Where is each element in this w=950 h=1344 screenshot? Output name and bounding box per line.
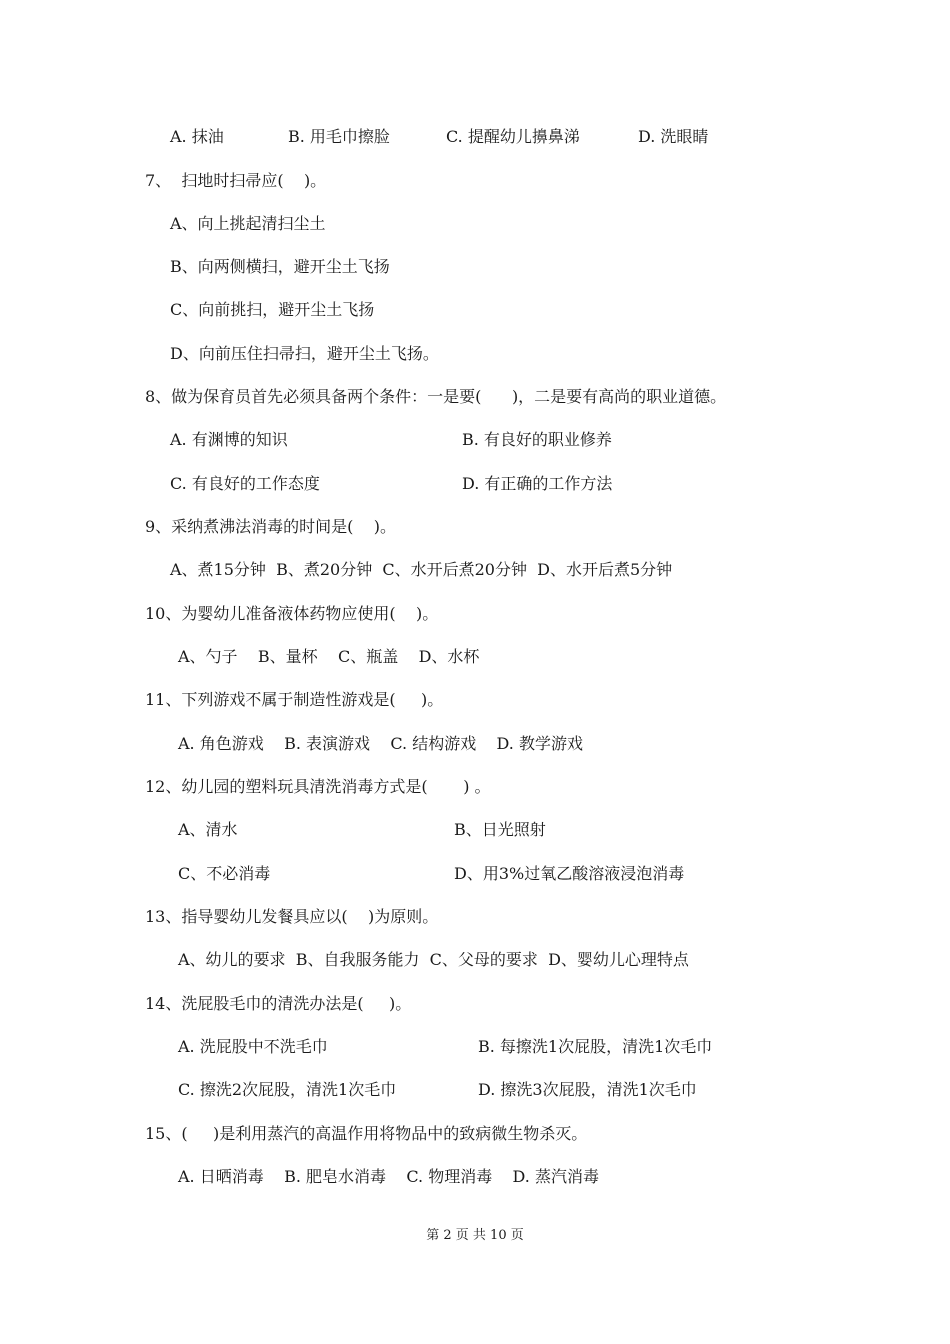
- page-footer: 第 2 页 共 10 页: [426, 1228, 524, 1243]
- q9-stem: 9、采纳煮沸法消毒的时间是( )。: [145, 517, 397, 536]
- q8-option-c: C. 有良好的工作态度: [170, 474, 320, 493]
- q13-options: A、幼儿的要求 B、自我服务能力 C、父母的要求 D、婴幼儿心理特点: [178, 950, 689, 969]
- q8-option-b: B. 有良好的职业修养: [462, 430, 612, 449]
- q9-options: A、煮15分钟 B、煮20分钟 C、水开后煮20分钟 D、水开后煮5分钟: [170, 560, 673, 579]
- q14-option-b: B. 每擦洗1次屁股，清洗1次毛巾: [478, 1037, 713, 1056]
- q10-stem: 10、为婴幼儿准备液体药物应使用( )。: [145, 604, 439, 623]
- q7-option-d: D、向前压住扫帚扫，避开尘土飞扬。: [170, 344, 439, 363]
- q8-option-a: A. 有渊博的知识: [170, 430, 288, 449]
- q8-option-d: D. 有正确的工作方法: [462, 474, 613, 493]
- q7-stem: 7、 扫地时扫帚应( )。: [145, 171, 327, 190]
- q10-options: A、勺子 B、量杯 C、瓶盖 D、水杯: [178, 647, 480, 666]
- q6-option-c: C. 提醒幼儿擤鼻涕: [446, 127, 580, 146]
- q7-option-a: A、向上挑起清扫尘土: [170, 214, 326, 233]
- q12-stem: 12、幼儿园的塑料玩具清洗消毒方式是( ) 。: [145, 777, 491, 796]
- q15-options: A. 日晒消毒 B. 肥皂水消毒 C. 物理消毒 D. 蒸汽消毒: [178, 1167, 599, 1186]
- q14-stem: 14、洗屁股毛巾的清洗办法是( )。: [145, 994, 412, 1013]
- q6-option-b: B. 用毛巾擦脸: [288, 127, 390, 146]
- q14-option-a: A. 洗屁股中不洗毛巾: [178, 1037, 328, 1056]
- q11-stem: 11、下列游戏不属于制造性游戏是( )。: [145, 690, 444, 709]
- q12-option-b: B、日光照射: [454, 820, 546, 839]
- q11-options: A. 角色游戏 B. 表演游戏 C. 结构游戏 D. 教学游戏: [178, 734, 583, 753]
- q12-option-a: A、清水: [178, 820, 238, 839]
- q6-option-a: A. 抹油: [170, 127, 224, 146]
- q15-stem: 15、( )是利用蒸汽的高温作用将物品中的致病微生物杀灭。: [145, 1124, 588, 1143]
- q13-stem: 13、指导婴幼儿发餐具应以( )为原则。: [145, 907, 439, 926]
- q7-option-b: B、向两侧横扫，避开尘土飞扬: [170, 257, 390, 276]
- q8-stem: 8、做为保育员首先必须具备两个条件：一是要( )，二是要有高尚的职业道德。: [145, 387, 727, 406]
- q7-option-c: C、向前挑扫，避开尘土飞扬: [170, 300, 375, 319]
- q12-option-d: D、用3%过氧乙酸溶液浸泡消毒: [454, 864, 685, 883]
- q14-option-d: D. 擦洗3次屁股，清洗1次毛巾: [478, 1080, 697, 1099]
- q6-option-d: D. 洗眼睛: [638, 127, 709, 146]
- q14-option-c: C. 擦洗2次屁股，清洗1次毛巾: [178, 1080, 397, 1099]
- q12-option-c: C、不必消毒: [178, 864, 271, 883]
